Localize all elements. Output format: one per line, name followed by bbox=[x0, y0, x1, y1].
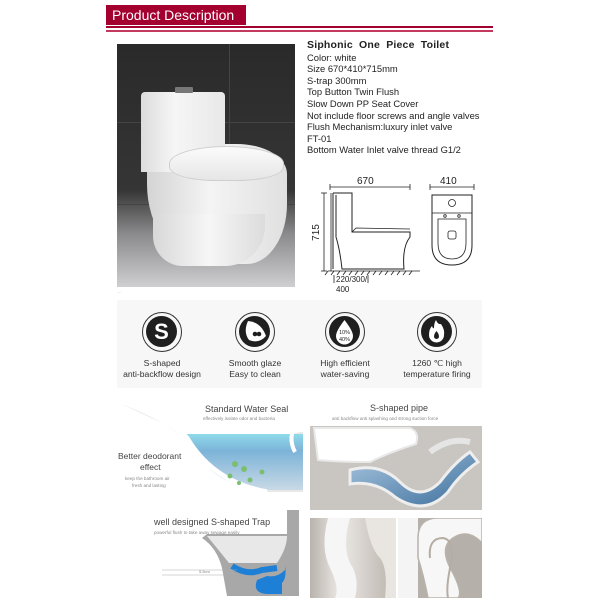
feature-label: 1260 ℃ high temperature firing bbox=[403, 358, 471, 379]
spec-model: FT-01 bbox=[307, 132, 332, 144]
toilet-base bbox=[153, 214, 265, 266]
s-pipe-panel bbox=[310, 392, 482, 510]
water-seal-subtitle: effectively isolate odor and bacteria bbox=[203, 416, 275, 421]
drop-icon bbox=[329, 316, 360, 347]
pipe-cross-section-icon bbox=[398, 518, 482, 598]
glaze-icon bbox=[235, 312, 275, 352]
deodorant-title-2: effect bbox=[140, 462, 161, 472]
spec-strap: S-trap 300mm bbox=[307, 74, 367, 86]
product-photo bbox=[117, 44, 295, 287]
s-shaped-icon: S bbox=[142, 312, 182, 352]
pipe-detail-photo-2 bbox=[398, 518, 482, 598]
spec-note: Not include floor screws and angle valves bbox=[307, 109, 480, 121]
glaze-ball-icon bbox=[239, 316, 270, 347]
deodorant-subtitle-2: fresh and lasting bbox=[132, 483, 166, 488]
feature-label: S-shaped anti-backflow design bbox=[123, 358, 201, 379]
pipe-detail-photo-1 bbox=[310, 518, 396, 598]
spec-seat: Slow Down PP Seat Cover bbox=[307, 97, 419, 109]
dimension-width: 410 bbox=[440, 176, 457, 187]
dimension-rough-in-2: 400 bbox=[336, 285, 350, 294]
deodorant-subtitle: keep the bathroom air bbox=[125, 476, 170, 481]
dimension-length: 670 bbox=[357, 176, 374, 187]
feature-s-shaped bbox=[117, 300, 207, 379]
toilet-seat bbox=[169, 146, 284, 181]
feature-label: High efficient water-saving bbox=[320, 358, 370, 379]
feature-firing bbox=[392, 300, 482, 379]
spec-flush: Top Button Twin Flush bbox=[307, 86, 400, 98]
section-header bbox=[106, 5, 493, 35]
photo-caption: ... bbox=[118, 289, 122, 294]
feature-row bbox=[117, 300, 482, 388]
spec-mechanism: Flush Mechanism:luxury inlet valve bbox=[307, 121, 453, 133]
s-trap-measure: 5.5cm bbox=[199, 569, 210, 574]
water-seal-title: Standard Water Seal bbox=[205, 404, 289, 414]
s-trap-subtitle: powerful flush to take away sewage easily bbox=[154, 530, 240, 535]
pipe-curve-icon bbox=[310, 518, 396, 598]
header-divider bbox=[106, 26, 493, 28]
spec-inlet: Bottom Water Inlet valve thread G1/2 bbox=[307, 144, 461, 156]
header-divider-secondary bbox=[106, 30, 493, 32]
deodorant-title: Better deodorant bbox=[118, 451, 182, 461]
spec-color: Color: white bbox=[307, 51, 357, 63]
dimension-rough-in: 220/300/ bbox=[336, 275, 368, 284]
water-drop-icon bbox=[325, 312, 365, 352]
s-pipe-title: S-shaped pipe bbox=[370, 403, 429, 413]
flame-icon bbox=[417, 312, 457, 352]
section-title: Product Description bbox=[106, 5, 246, 25]
spec-list bbox=[307, 40, 487, 156]
svg-text:40%: 40% bbox=[338, 337, 351, 343]
technical-drawing bbox=[310, 175, 485, 300]
feature-water-saving bbox=[300, 300, 390, 379]
flush-button bbox=[175, 87, 193, 93]
fire-icon bbox=[421, 316, 452, 347]
feature-glaze bbox=[210, 300, 300, 379]
svg-text:10%: 10% bbox=[338, 330, 351, 336]
s-pipe-subtitle: anti backflow anti splashing and strong suction force bbox=[332, 416, 439, 421]
s-trap-title: well designed S-shaped Trap bbox=[154, 517, 271, 527]
dimension-height: 715 bbox=[310, 224, 322, 241]
s-trap-panel bbox=[117, 508, 303, 598]
feature-label: Smooth glaze Easy to clean bbox=[228, 358, 282, 379]
spec-size: Size 670*410*715mm bbox=[307, 63, 398, 75]
water-seal-panel bbox=[117, 392, 303, 504]
product-name: Siphonic One Piece Toilet bbox=[307, 39, 450, 51]
